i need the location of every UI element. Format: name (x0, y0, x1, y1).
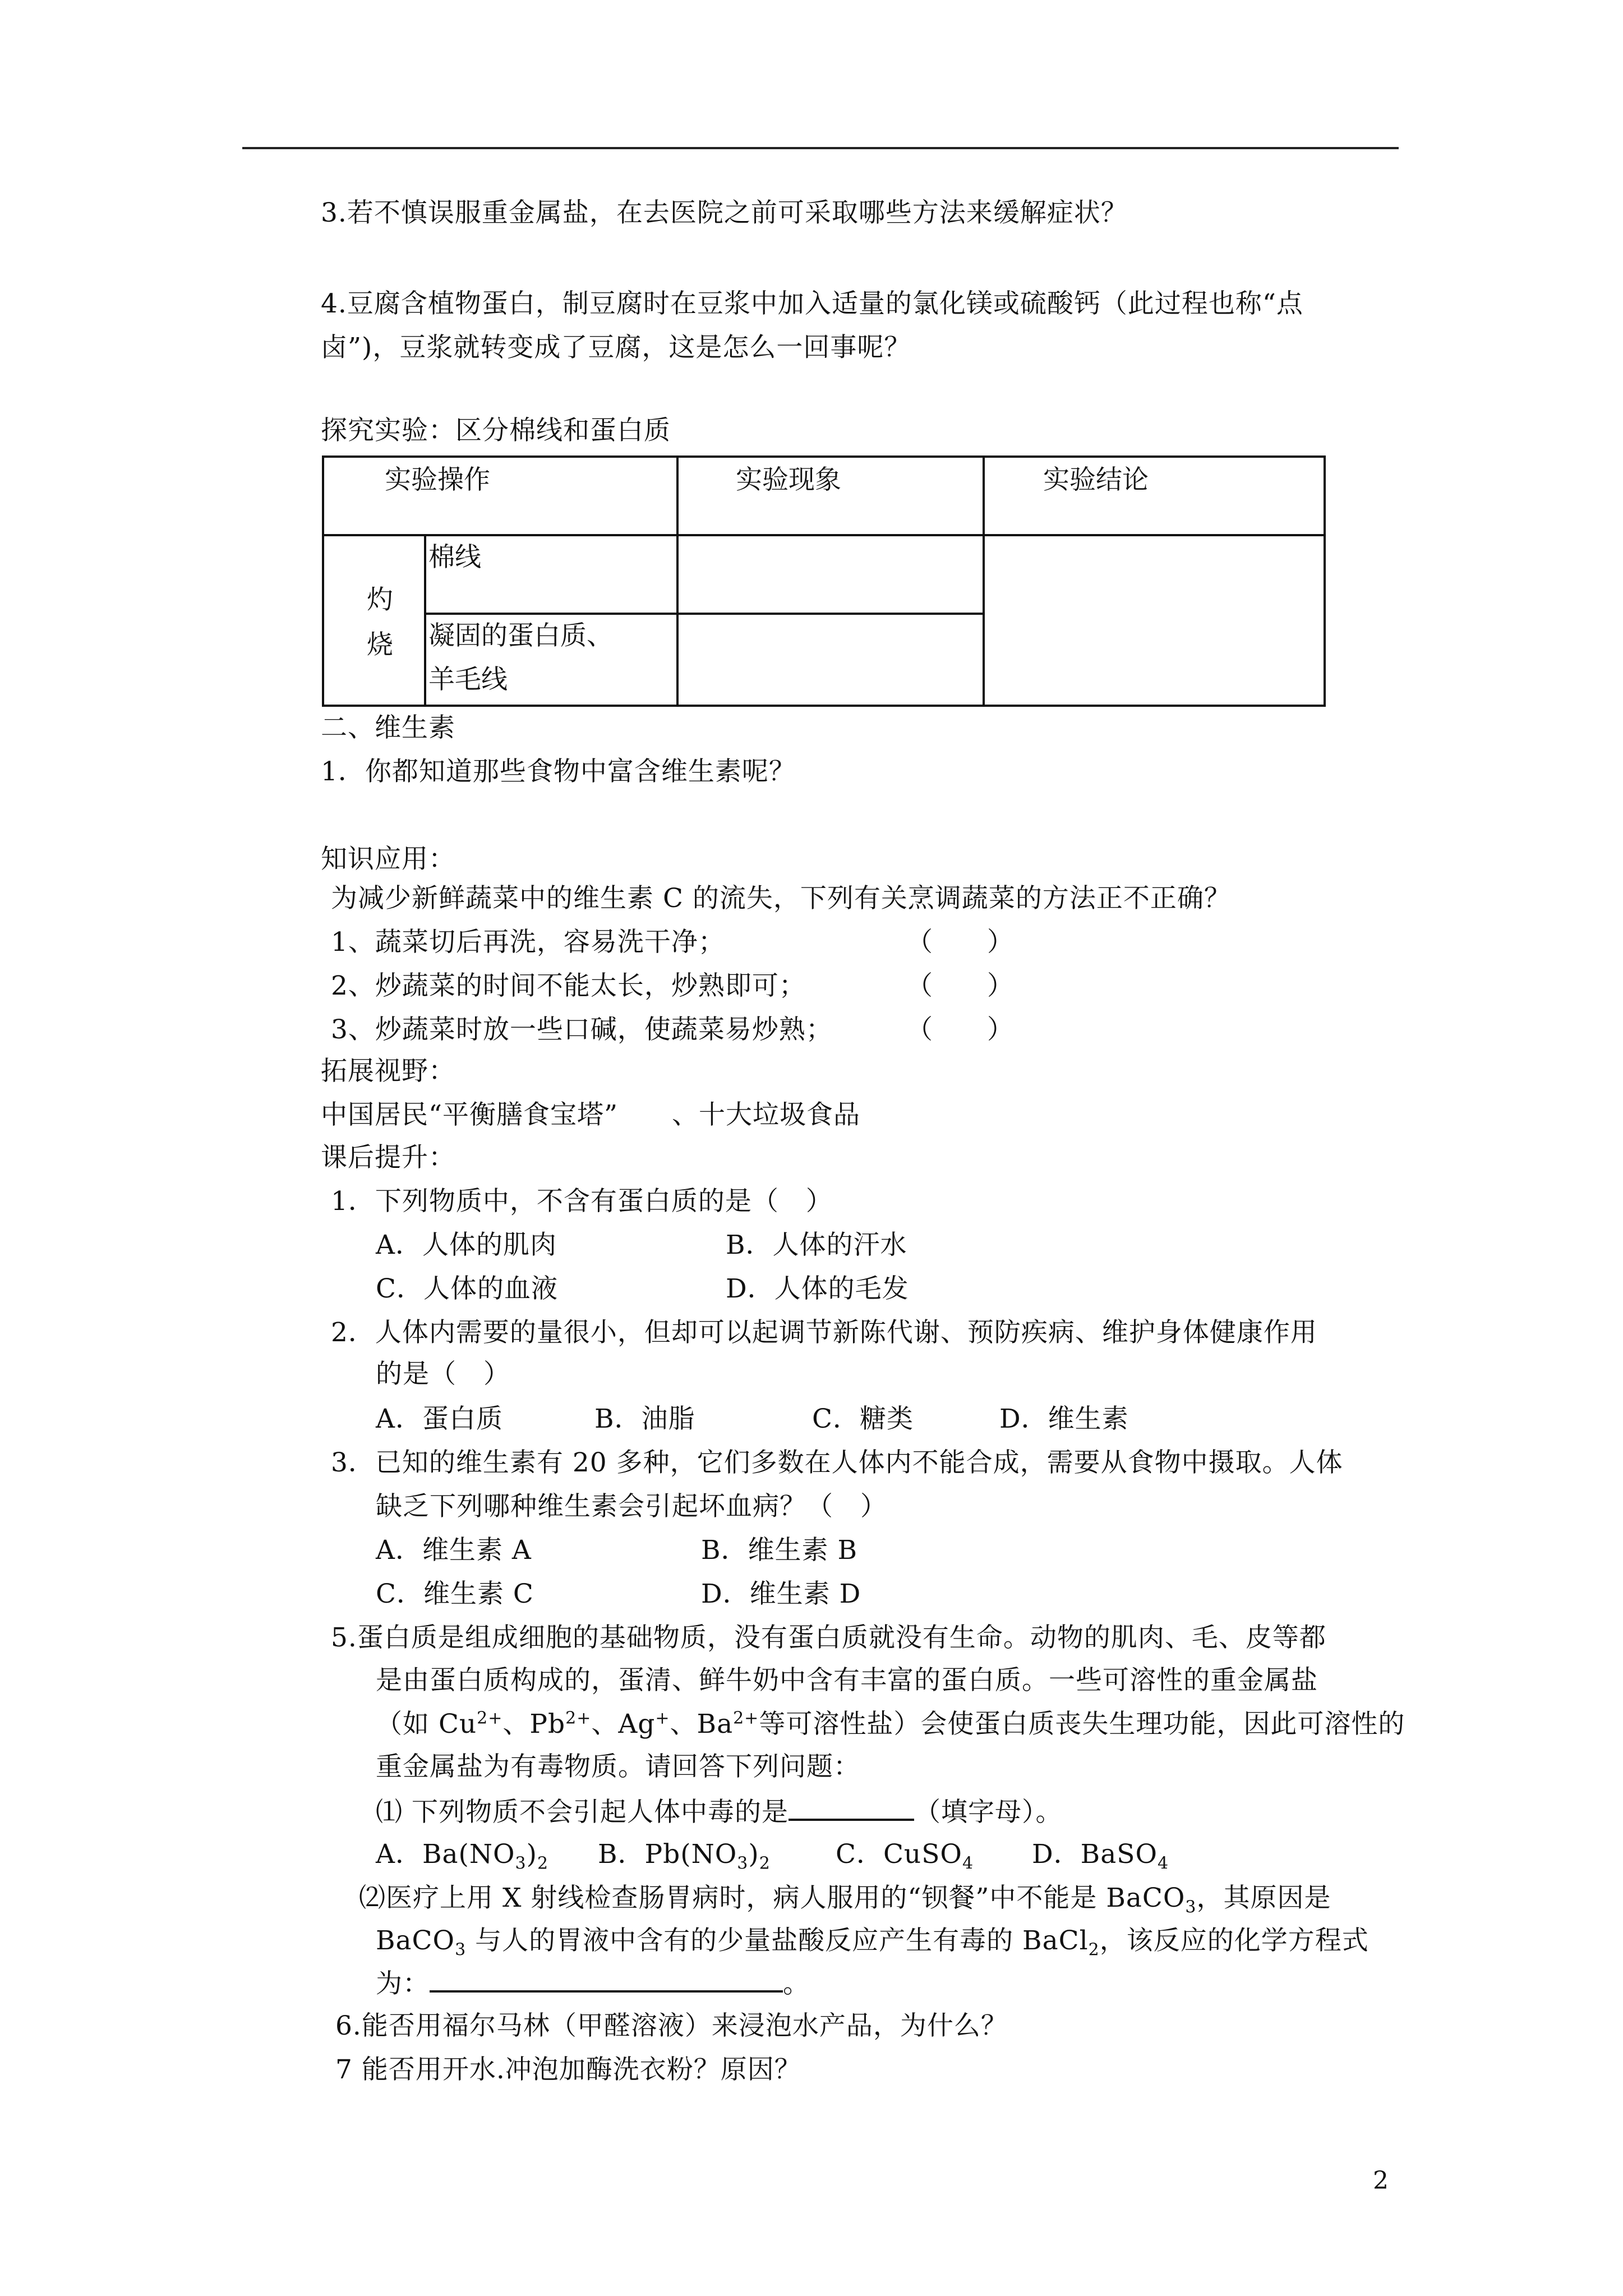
table-header-divider (322, 534, 1326, 536)
vitamin-heading: 二、维生素 (321, 712, 455, 743)
after-q1-option-c: C．人体的血液 (376, 1273, 558, 1304)
page-number: 2 (1373, 2166, 1389, 2195)
after-q3-option-b: B．维生素 B (701, 1535, 858, 1566)
after-question-5-line-1: 5.蛋白质是组成细胞的基础物质，没有蛋白质就没有生命。动物的肌肉、毛、皮等都 (331, 1622, 1326, 1653)
method-char-1: 灼 (367, 585, 393, 615)
knowledge-item-2-paren: （ ） (906, 970, 1014, 1001)
q5-sub-2-line-3 (376, 1966, 810, 2001)
after-q3-option-a: A．维生素 A (376, 1535, 532, 1566)
q5-option-a: A．$Ba(NO_3)_2$ (376, 1839, 549, 1874)
after-heading: 课后提升： (321, 1142, 455, 1173)
q5-sub-2-line-2: BaCO$_3$ 与人的胃液中含有的少量盐酸反应产生有毒的 BaCl$_2$，该反应的化学方程式 (376, 1925, 1369, 1960)
knowledge-item-2: 2、炒蔬菜的时间不能太长，炒熟即可； (331, 970, 806, 1001)
after-q2-option-b: B．油脂 (594, 1404, 695, 1434)
knowledge-heading: 知识应用： (321, 844, 455, 875)
knowledge-item-1-paren: （ ） (906, 927, 1014, 958)
after-question-6: 6.能否用福尔马林（甲醛溶液）来浸泡水产品，为什么？ (335, 2010, 1008, 2041)
extend-line: 中国居民“平衡膳食宝塔” 、十大垃圾食品 (321, 1099, 861, 1130)
after-q1-option-d: D．人体的毛发 (726, 1273, 909, 1304)
after-question-5-line-2: 是由蛋白质构成的，蛋清、鲜牛奶中含有丰富的蛋白质。一些可溶性的重金属盐 (376, 1665, 1318, 1696)
q5-sub-2-line-1: ⑵医疗上用 X 射线检查肠胃病时，病人服用的“钡餐”中不能是 BaCO$_3$，其原因是 (359, 1883, 1331, 1917)
header-rule (242, 147, 1399, 149)
after-q1-option-a: A．人体的肌肉 (376, 1230, 557, 1260)
after-q2-option-c: C．糖类 (812, 1404, 914, 1434)
table-col-divider-2 (983, 455, 985, 707)
question-4-line-2: 卤”)，豆浆就转变成了豆腐，这是怎么一回事呢？ (321, 332, 911, 363)
knowledge-item-3: 3、炒蔬菜时放一些口碱，使蔬菜易炒熟； (331, 1014, 833, 1045)
q5-sub1-post: （填字母）。 (914, 1797, 1063, 1828)
q5-option-b: B．$Pb(NO_3)_2$ (598, 1839, 771, 1874)
knowledge-intro: 为减少新鲜蔬菜中的维生素 C 的流失，下列有关烹调蔬菜的方法正不正确？ (331, 883, 1231, 914)
knowledge-item-1: 1、蔬菜切后再洗，容易洗干净； (331, 927, 725, 958)
after-q2-option-d: D．维生素 (999, 1404, 1129, 1434)
after-question-2-line-1: 2．人体内需要的量很小，但却可以起调节新陈代谢、预防疾病、维护身体健康作用 (331, 1317, 1317, 1348)
q5-sub2-l1-post: ，其原因是 (1196, 1883, 1331, 1913)
row-protein-line-2: 羊毛线 (428, 664, 508, 695)
q5-option-c: C．CuSO$_4$ (836, 1839, 974, 1874)
after-question-3-line-2: 缺乏下列哪种维生素会引起坏血病？（ ） (376, 1491, 887, 1522)
row-cotton: 棉线 (428, 542, 481, 573)
q5-sub2-l3-post: 。 (783, 1968, 810, 1999)
q5-sub2-l2-end: ，该反应的化学方程式 (1099, 1925, 1369, 1956)
q5-sub2-l2-post: 与人的胃液中含有的少量盐酸反应产生有毒的 BaCl (475, 1925, 1089, 1956)
extend-heading: 拓展视野： (321, 1056, 455, 1087)
after-question-7: 7 能否用开水.冲泡加酶洗衣粉？原因？ (335, 2054, 801, 2085)
header-conclusion: 实验结论 (1043, 464, 1149, 495)
question-3: 3.若不慎误服重金属盐，在去医院之前可采取哪些方法来缓解症状？ (321, 197, 1128, 228)
after-question-5-line-4: 重金属盐为有毒物质。请回答下列问题： (376, 1751, 860, 1782)
q5-sub2-l1-pre: ⑵医疗上用 X 射线检查肠胃病时，病人服用的“钡餐”中不能是 BaCO (359, 1883, 1186, 1913)
table-method-divider (424, 534, 426, 707)
header-phenomenon: 实验现象 (736, 464, 841, 495)
q5-sub-1 (376, 1794, 1062, 1829)
answer-blank-1[interactable] (789, 1794, 914, 1821)
method-char-2: 烧 (367, 629, 393, 660)
q5-line3-pre: （如 Cu (376, 1709, 477, 1740)
after-q2-option-a: A．蛋白质 (376, 1404, 503, 1434)
after-q3-option-c: C．维生素 C (376, 1579, 534, 1609)
after-question-1: 1．下列物质中，不含有蛋白质的是（ ） (331, 1186, 833, 1217)
header-operation: 实验操作 (385, 464, 490, 495)
q5-sub2-l3-pre: 为： (376, 1968, 430, 1999)
after-question-5-line-3: （如 $Cu^{2+}$、$Pb^{2+}$、Ag+、$Ba^{2+}$等可溶性盐）会使蛋白质丧失生理功能，因此可溶性的 (376, 1708, 1405, 1740)
after-question-2-line-2: 的是（ ） (376, 1359, 510, 1389)
question-4-line-1: 4.豆腐含植物蛋白，制豆腐时在豆浆中加入适量的氯化镁或硫酸钙（此过程也称“点 (321, 288, 1303, 319)
after-q3-option-d: D．维生素 D (701, 1579, 861, 1609)
after-question-3-line-1: 3．已知的维生素有 20 多种，它们多数在人体内不能合成，需要从食物中摄取。人体 (331, 1447, 1343, 1478)
q5-line3-post: 等可溶性盐）会使蛋白质丧失生理功能，因此可溶性的 (759, 1709, 1405, 1740)
after-q1-option-b: B．人体的汗水 (726, 1230, 907, 1260)
answer-blank-2[interactable] (430, 1966, 783, 1993)
experiment-title: 探究实验：区分棉线和蛋白质 (321, 415, 671, 446)
vitamin-question-1: 1．你都知道那些食物中富含维生素呢？ (321, 756, 796, 787)
table-row-divider (424, 613, 984, 615)
table-col-divider-1 (676, 455, 679, 707)
q5-sub1-pre: ⑴ 下列物质不会引起人体中毒的是 (376, 1797, 789, 1828)
knowledge-item-3-paren: （ ） (906, 1014, 1014, 1045)
row-protein-line-1: 凝固的蛋白质、 (428, 620, 613, 651)
q5-option-d: D．BaSO$_4$ (1032, 1839, 1169, 1874)
